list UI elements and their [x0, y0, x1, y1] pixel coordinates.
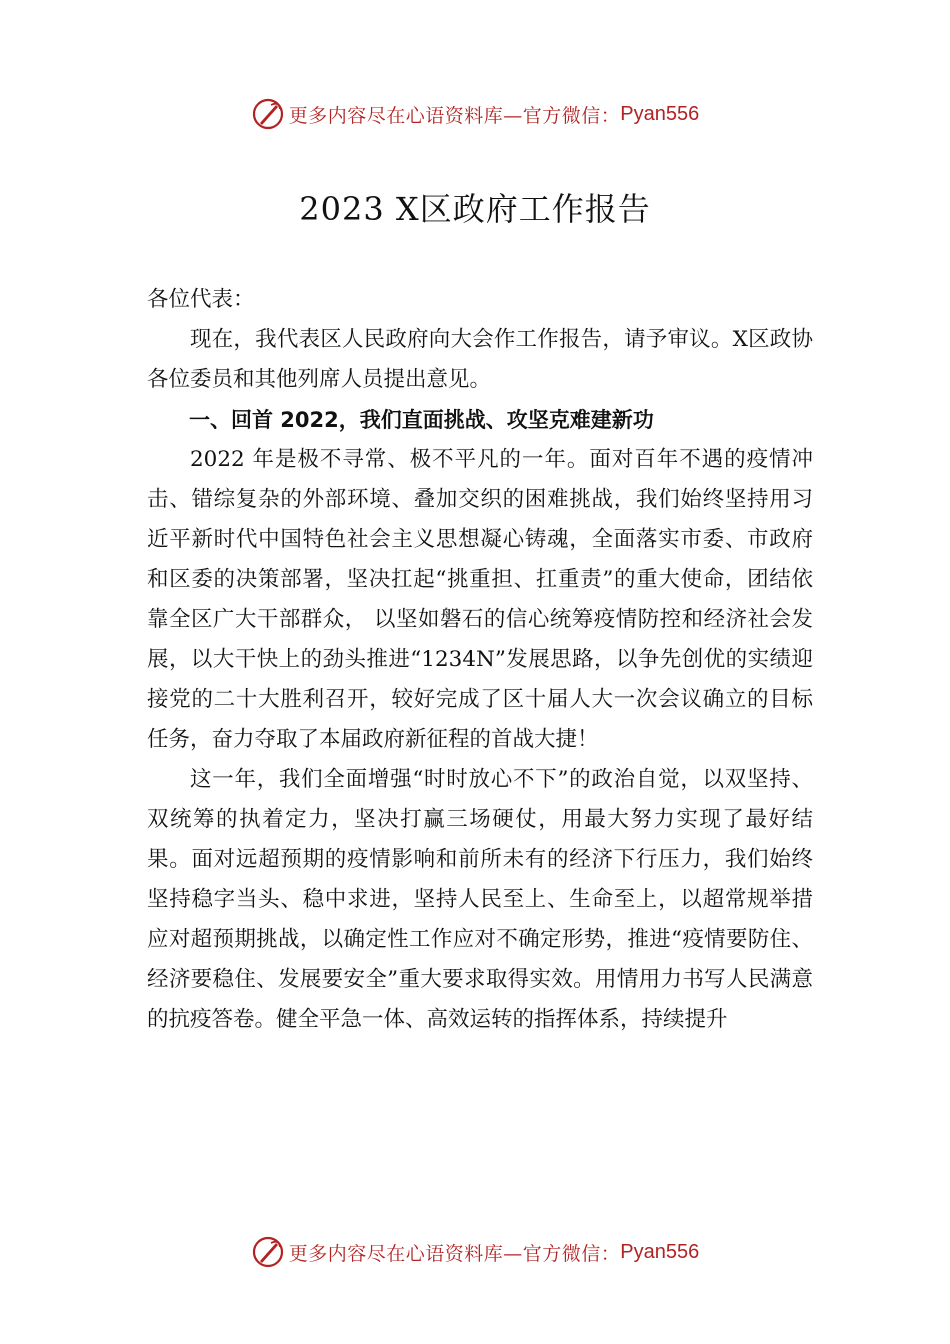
banner-text: 更多内容尽在心语资料库—官方微信： — [288, 1242, 621, 1265]
header-banner — [0, 94, 950, 134]
banner-wechat-id: Pyan556 — [620, 102, 700, 125]
banner-text: 更多内容尽在心语资料库—官方微信： — [288, 104, 621, 127]
quill-logo-icon — [251, 1235, 285, 1269]
footer-banner — [0, 1232, 950, 1272]
quill-logo-icon — [251, 97, 285, 131]
section-heading: 一、回首 2022，我们直面挑战、攻坚克难建新功 — [189, 408, 654, 432]
banner-wechat-id: Pyan556 — [620, 1240, 700, 1263]
document-title: 2023 X区政府工作报告 — [299, 190, 651, 228]
salutation: 各位代表： — [147, 287, 255, 312]
document-body — [147, 280, 813, 1040]
body-paragraph-2: 这一年，我们全面增强“时时放心不下”的政治自觉，以双坚持、双统筹的执着定力，坚决打赢三场硬仗，用最大努力实现了最好结果。面对远超预期的疫情影响和前所未有的经济下行压力，我们始终坚持稳字当头、稳中求进，坚持人民至上、生命至上，以超常规举措应对超预期挑战，以确定性工作应对不确定形势，推进“疫情要防住、经济要稳住、发展要安全”重大要求取得实效。用情用力书写人民满意的抗疫答卷。健全平急一体、高效运转的指挥体系，持续提升 — [147, 767, 813, 1032]
body-paragraph-1: 2022 年是极不寻常、极不平凡的一年。面对百年不遇的疫情冲击、错综复杂的外部环境、叠加交织的困难挑战，我们始终坚持用习近平新时代中国特色社会主义思想凝心铸魂，全面落实市委、市政府和区委的决策部署，坚决扛起“挑重担、扛重责”的重大使命，团结依靠全区广大干部群众， 以坚如磐石的信心统筹疫情防控和经济社会发展，以大干快上的劲头推进“1234N”发展思路，以争先创优的实绩迎接党的二十大胜利召开，较好完成了区十届人大一次会议确立的目标任务，奋力夺取了本届政府新征程的首战大捷！ — [147, 447, 813, 752]
opening-paragraph: 现在，我代表区人民政府向大会作工作报告，请予审议。X区政协各位委员和其他列席人员提出意见。 — [147, 327, 813, 392]
